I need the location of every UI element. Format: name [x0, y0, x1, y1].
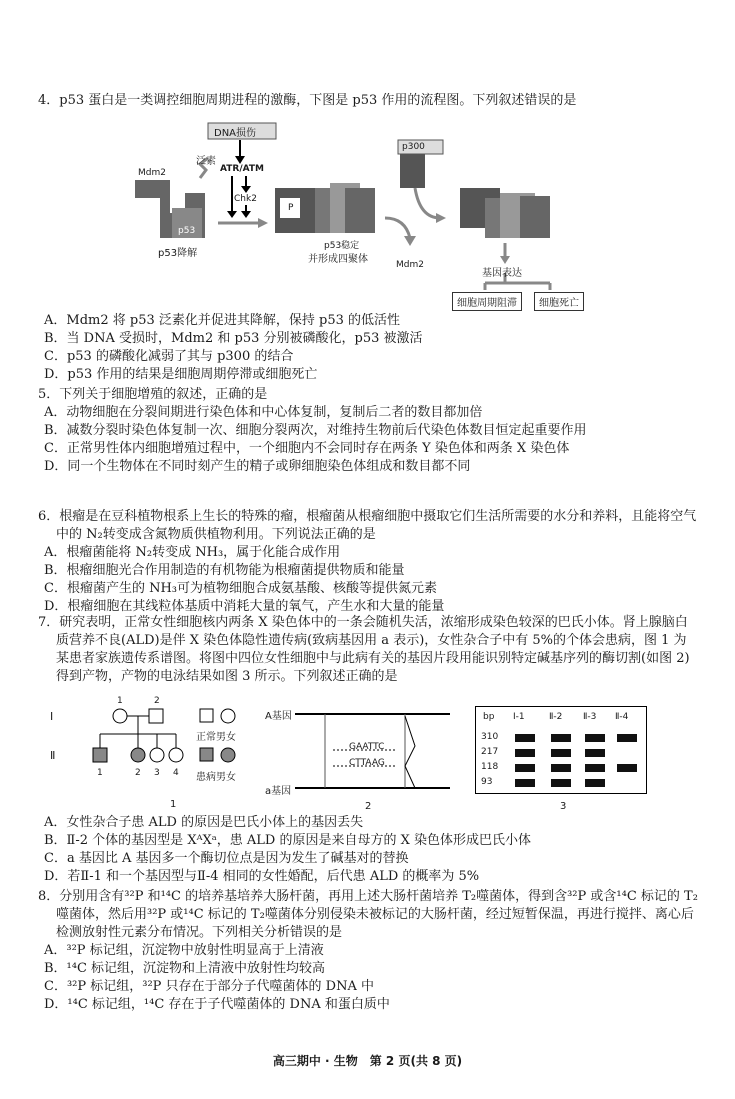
- p-mark: P: [288, 203, 294, 213]
- gel-band: [585, 749, 605, 757]
- option-a: A．根瘤菌能将 N₂转变成 NH₃，属于化能合成作用: [44, 545, 341, 560]
- option-b: B．¹⁴C 标记组，沉淀物和上清液中放射性均较高: [44, 961, 326, 976]
- p53-degrade-label: p53降解: [158, 248, 198, 259]
- question-7: [38, 614, 698, 686]
- question-stem: 4．p53 蛋白是一类调控细胞周期进程的激酶，下图是 p53 作用的流程图。下列叙述错误的是: [38, 93, 577, 108]
- question-6: [38, 508, 698, 616]
- question-stem: 5．下列关于细胞增殖的叙述，正确的是: [38, 387, 268, 402]
- pedigree-svg: [50, 704, 255, 814]
- gel-band: [585, 779, 605, 787]
- pedigree-figure: [50, 696, 255, 814]
- chk2-label: Chk2: [234, 194, 257, 204]
- p53-stable-label: p53稳定: [324, 241, 360, 251]
- p53-flow-svg: [130, 118, 610, 318]
- size-label: 310: [481, 732, 499, 742]
- size-label: 217: [481, 747, 499, 757]
- option-a: A．³²P 标记组，沉淀物中放射性明显高于上清液: [44, 943, 324, 958]
- p53-flowchart: [130, 118, 610, 318]
- question-8: [38, 888, 698, 1014]
- question-stem: 6．根瘤是在豆科植物根系上生长的特殊的瘤，根瘤菌从根瘤细胞中摄取它们生活所需要的水分和养料，且能将空气中的 N₂转变成含氮物质供植物利用。下列说法正确的是: [38, 509, 697, 542]
- p300-label: p300: [402, 142, 425, 152]
- option-c: C．根瘤菌产生的 NH₃可为植物细胞合成氨基酸、核酸等提供氮元素: [44, 581, 438, 596]
- question-4-options: [38, 312, 698, 384]
- option-c: C．p53 的磷酸化减弱了其与 p300 的结合: [44, 349, 294, 364]
- gel-band: [515, 749, 535, 757]
- cell-death-box: 细胞死亡: [534, 292, 584, 311]
- p53-label: p53: [178, 226, 196, 236]
- gel-band: [551, 764, 571, 772]
- i1-number: 1: [117, 696, 123, 706]
- size-label: 118: [481, 762, 499, 772]
- option-a: A．动物细胞在分裂间期进行染色体和中心体复制，复制后二者的数目都加倍: [44, 405, 483, 420]
- ubiquitin-label: 泛素: [196, 156, 216, 167]
- option-a: A．Mdm2 将 p53 泛素化并促进其降解，保持 p53 的低活性: [44, 313, 401, 328]
- question-5: [38, 386, 698, 476]
- generation-1-label: Ⅰ: [50, 710, 54, 723]
- bp-label: bp: [483, 712, 495, 722]
- gel-band: [585, 734, 605, 742]
- sequence-2: CTTAAG: [349, 758, 385, 768]
- option-b: B．减数分裂时染色体复制一次、细胞分裂两次，对维持生物前后代染色体数目恒定起重要作用: [44, 423, 587, 438]
- lane-label: Ⅱ-2: [549, 712, 563, 722]
- question-7-options: [38, 814, 698, 886]
- gel-band: [515, 734, 535, 742]
- mdm2-mid-label: Mdm2: [396, 260, 424, 270]
- option-c: C．³²P 标记组，³²P 只存在于部分子代噬菌体的 DNA 中: [44, 979, 375, 994]
- gel-band: [515, 779, 535, 787]
- option-c: C．a 基因比 A 基因多一个酶切位点是因为发生了碱基对的替换: [44, 851, 409, 866]
- i2-number: 2: [154, 696, 160, 706]
- gel-band: [515, 764, 535, 772]
- gel-band: [551, 734, 571, 742]
- lane-label: Ⅱ-3: [583, 712, 597, 722]
- option-d: D．根瘤细胞在其线粒体基质中消耗大量的氧气，产生水和大量的能量: [44, 599, 445, 614]
- gel-figure: [475, 706, 655, 814]
- option-d: D．p53 作用的结果是细胞周期停滞或细胞死亡: [44, 367, 318, 382]
- lane-label: Ⅱ-4: [615, 712, 629, 722]
- cell-cycle-arrest-box: 细胞周期阻滞: [452, 292, 522, 311]
- size-label: 93: [481, 777, 493, 787]
- option-b: B．Ⅱ-2 个体的基因型是 XᴬXᵃ，患 ALD 的原因是来自母方的 X 染色体形成巴氏小体: [44, 833, 531, 848]
- sequence-1: GAATTC: [349, 742, 385, 752]
- generation-2-label: Ⅱ: [50, 749, 56, 762]
- option-d: D．¹⁴C 标记组，¹⁴C 存在于子代噬菌体的 DNA 和蛋白质中: [44, 997, 390, 1012]
- option-a: A．女性杂合子患 ALD 的原因是巴氏小体上的基因丢失: [44, 815, 364, 830]
- question-stem: 8．分别用含有³²P 和¹⁴C 的培养基培养大肠杆菌，再用上述大肠杆菌培养 T₂噬菌体，得到含³²P 或含¹⁴C 标记的 T₂噬菌体，然后用³²P 或¹⁴C 标记的 T₂噬菌体分别侵染未被标记的大肠杆菌，经过短暂保温，再进行搅拌、离心后检测放射性元素分布情况。下列相关分析错误的是: [38, 889, 698, 940]
- lane-label: Ⅰ-1: [513, 712, 525, 722]
- option-b: B．根瘤细胞光合作用制造的有机物能为根瘤菌提供物质和能量: [44, 563, 405, 578]
- ii4-number: 4: [173, 768, 179, 778]
- gel-band: [617, 764, 637, 772]
- question-stem: 7．研究表明，正常女性细胞核内两条 X 染色体中的一条会随机失活，浓缩形成染色较深的巴氏小体。肾上腺脑白质营养不良(ALD)是伴 X 染色体隐性遗传病(致病基因用 a 表示)，女性杂合子中有 5%的个体会患病，图 1 为某患者家族遗传系谱图。将图中四位女性细胞中与此病有关的基因片段用能识别特定碱基序列的酶切割(如图 2)得到产物，产物的电泳结果如图 3 所示。下列叙述正确的是: [38, 615, 690, 684]
- gel-band: [551, 749, 571, 757]
- page-footer: 高三期中 · 生物 第 2 页(共 8 页): [272, 1054, 463, 1068]
- legend-affected: 患病男女: [196, 772, 236, 783]
- atr-label: ATR/ATM: [220, 164, 264, 174]
- gel-band: [617, 734, 637, 742]
- ii3-number: 3: [154, 768, 160, 778]
- figure-2-caption: 2: [365, 801, 372, 812]
- ii1-number: 1: [97, 768, 103, 778]
- option-c: C．正常男性体内细胞增殖过程中，一个细胞内不会同时存在两条 Y 染色体和两条 X 染色体: [44, 441, 570, 456]
- question-4: [38, 92, 698, 110]
- figure-3-caption: 3: [560, 801, 567, 812]
- option-d: D．若Ⅱ-1 和一个基因型与Ⅱ-4 相同的女性婚配，后代患 ALD 的概率为 5%: [44, 869, 480, 884]
- enzyme-figure: [265, 706, 455, 814]
- tetramer-label: 并形成四聚体: [308, 254, 368, 265]
- option-d: D．同一个生物体在不同时刻产生的精子或卵细胞染色体组成和数目都不同: [44, 459, 471, 474]
- gel-band: [551, 779, 571, 787]
- mdm2-left-label: Mdm2: [138, 168, 166, 178]
- legend-normal: 正常男女: [196, 732, 236, 743]
- gene-expression-label: 基因表达: [482, 268, 522, 279]
- gel-band: [585, 764, 605, 772]
- figure-1-caption: 1: [170, 799, 177, 810]
- ii2-number: 2: [135, 768, 141, 778]
- dna-damage-label: DNA损伤: [214, 128, 257, 139]
- gene-a-upper-label: A基因: [265, 711, 292, 722]
- option-b: B．当 DNA 受损时，Mdm2 和 p53 分别被磷酸化，p53 被激活: [44, 331, 423, 346]
- gene-a-lower-label: a基因: [265, 786, 292, 797]
